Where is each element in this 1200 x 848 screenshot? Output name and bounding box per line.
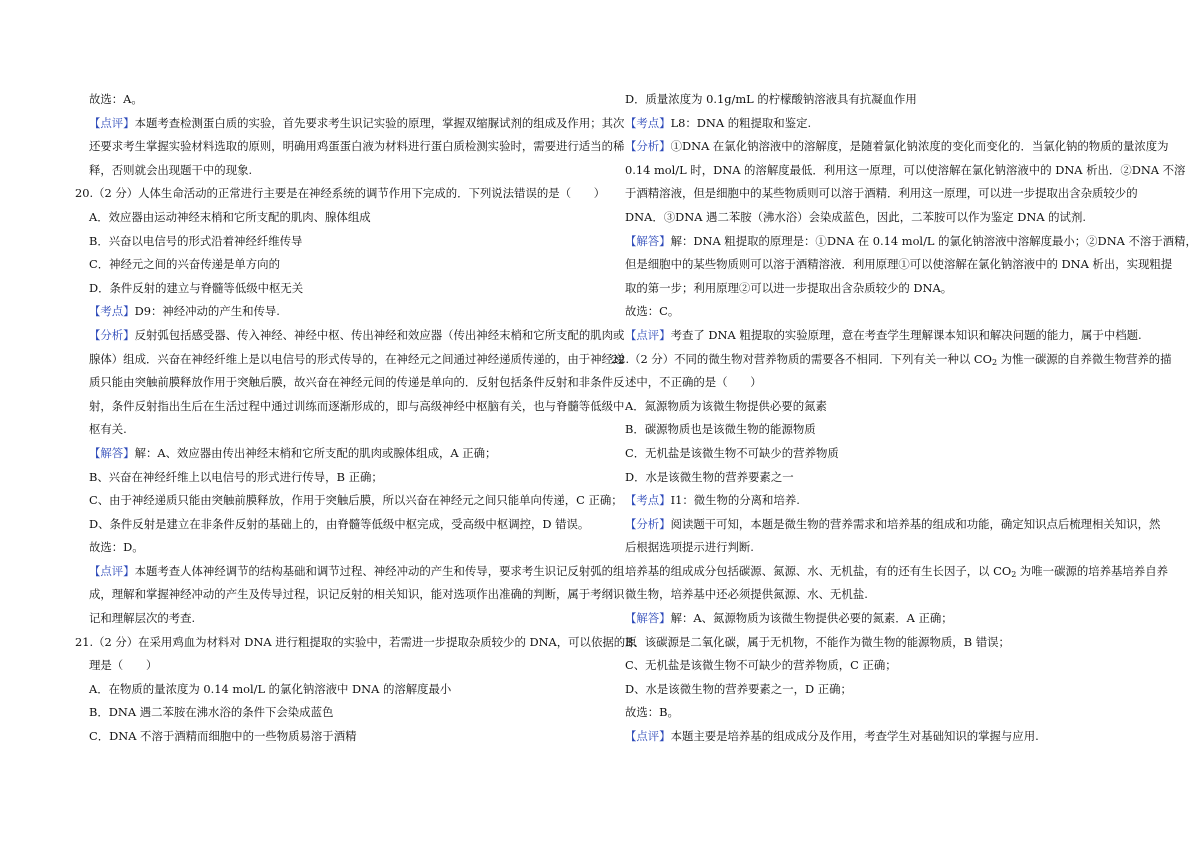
section-tag: 【分析】	[89, 327, 135, 342]
section-tag: 【分析】	[625, 139, 671, 154]
section-tag: 【点评】	[625, 327, 671, 342]
text-line	[611, 324, 1142, 348]
text-line	[75, 725, 595, 749]
line-text-continued: 为惟一碳源的自养微生物营养的描	[997, 351, 1172, 366]
text-line	[611, 348, 1172, 372]
section-tag: 【考点】	[625, 493, 671, 508]
text-line	[75, 583, 625, 607]
section-tag: 【分析】	[625, 516, 671, 531]
text-line	[75, 230, 595, 254]
section-tag: 【考点】	[89, 304, 135, 319]
line-text: 理是（ ）	[89, 658, 158, 673]
text-line	[75, 536, 595, 560]
line-text: 取的第一步；利用原理②可以进一步提取出含杂质较少的 DNA。	[625, 280, 953, 295]
line-text: 0.14 mol/L 时，DNA 的溶解度最低．利用这一原理，可以使溶解在氯化钠溶液中的 DNA 析出．②DNA 不溶	[625, 162, 1186, 177]
line-text: I1：微生物的分离和培养.	[670, 493, 800, 508]
line-text: C．DNA 不溶于酒精而细胞中的一些物质易溶于酒精	[89, 729, 357, 744]
line-text: 故选：D。	[89, 540, 144, 555]
text-line	[75, 88, 595, 112]
text-line	[611, 182, 1138, 206]
right-column	[611, 88, 1197, 749]
text-line	[75, 371, 625, 395]
text-line	[611, 654, 1131, 678]
line-text: B．碳源物质也是该微生物的能源物质	[625, 422, 816, 437]
line-text: A．效应器由运动神经末梢和它所支配的肌肉、腺体组成	[89, 209, 371, 224]
text-line	[611, 489, 1131, 513]
line-text: 还要求考生掌握实验材料选取的原则，明确用鸡蛋蛋白液为材料进行蛋白质检测实验时，需要进行适当的稀	[89, 139, 625, 154]
text-line	[611, 135, 1169, 159]
line-text: 质只能由突触前膜释放作用于突触后膜，故兴奋在神经元间的传递是单向的．反射包括条件反射和非条件反	[89, 375, 625, 390]
line-text: 本题主要是培养基的组成成分及作用，考查学生对基础知识的掌握与应用.	[670, 729, 1039, 744]
text-line	[75, 678, 595, 702]
text-line	[75, 182, 606, 206]
text-line	[611, 701, 1131, 725]
line-text: 于酒精溶液，但是细胞中的某些物质则可以溶于酒精．利用这一原理，可以进一步提取出含杂质较少的	[625, 186, 1138, 201]
text-line	[75, 442, 595, 466]
line-text: 射，条件反射指出生后在生活过程中通过训练而逐渐形成的，即与高级神经中枢脑有关，也与脊髓等低级中	[89, 398, 625, 413]
line-text: 本题考查人体神经调节的结构基础和调节过程、神经冲动的产生和传导，要求考生识记反射弧的组	[134, 563, 625, 578]
section-tag: 【点评】	[89, 115, 135, 130]
line-text: D．条件反射的建立与脊髓等低级中枢无关	[89, 280, 304, 295]
text-line	[75, 607, 595, 631]
text-line	[75, 112, 625, 136]
text-line	[611, 159, 1186, 183]
text-line	[75, 395, 625, 419]
line-text: 释，否则就会出现题干中的现象.	[89, 162, 253, 177]
line-text: ①DNA 在氯化钠溶液中的溶解度，是随着氯化钠浓度的变化而变化的．当氯化钠的物质的量浓度为	[670, 139, 1169, 154]
text-line	[611, 230, 1197, 254]
line-text: 本题考查检测蛋白质的实验，首先要求考生识记实验的原理，掌握双缩脲试剂的组成及作用；其次	[134, 115, 625, 130]
line-text: 微生物，培养基中还必须提供氮源、水、无机盐.	[625, 587, 868, 602]
line-text: 22.（2 分）不同的微生物对营养物质的需要各不相同．下列有关一种以 CO	[611, 351, 992, 366]
line-text: D、条件反射是建立在非条件反射的基础上的，由脊髓等低级中枢完成，受高级中枢调控，D 错误。	[89, 516, 590, 531]
line-text: 故选：A。	[89, 92, 143, 106]
text-line	[75, 159, 595, 183]
line-text: D．水是该微生物的营养要素之一	[625, 469, 794, 484]
line-text: 故选：C。	[625, 304, 680, 319]
line-text: C、无机盐是该微生物不可缺少的营养物质，C 正确；	[625, 658, 897, 673]
line-text: 腺体）组成．兴奋在神经纤维上是以电信号的形式传导的，在神经元之间通过神经递质传递的，由于神经递	[89, 351, 625, 366]
line-text: B、兴奋在神经纤维上以电信号的形式进行传导，B 正确；	[89, 469, 383, 484]
line-text: D．质量浓度为 0.1g/mL 的柠檬酸钠溶液具有抗凝血作用	[625, 92, 917, 106]
line-text: 述中，不正确的是（ ）	[625, 375, 762, 390]
text-line	[611, 371, 1131, 395]
line-text: 成，理解和掌握神经冲动的产生及传导过程，识记反射的相关知识，能对选项作出准确的判断，属于考纲识	[89, 587, 625, 602]
section-tag: 【点评】	[89, 563, 135, 578]
text-line	[611, 583, 1131, 607]
text-line	[611, 395, 1131, 419]
text-line	[75, 348, 625, 372]
section-tag: 【点评】	[625, 729, 671, 744]
text-line	[75, 277, 595, 301]
text-line	[75, 135, 625, 159]
line-text: B．兴奋以电信号的形式沿着神经纤维传导	[89, 233, 303, 248]
line-text: 但是细胞中的某些物质则可以溶于酒精溶液．利用原理①可以使溶解在氯化钠溶液中的 DNA 析出，实现粗提	[625, 257, 1173, 272]
section-tag: 【解答】	[625, 611, 671, 626]
line-text-continued: 为唯一碳源的培养基培养自养	[1016, 563, 1168, 578]
line-text: 记和理解层次的考查.	[89, 611, 196, 626]
line-text: C．神经元之间的兴奋传递是单方向的	[89, 257, 280, 272]
line-text: 解：A、氮源物质为该微生物提供必要的氮素．A 正确；	[670, 611, 953, 626]
text-line	[611, 418, 1131, 442]
line-text: A．在物质的量浓度为 0.14 mol/L 的氯化钠溶液中 DNA 的溶解度最小	[89, 681, 452, 696]
text-line	[611, 277, 1131, 301]
line-text: DNA．③DNA 遇二苯胺（沸水浴）会染成蓝色，因此，二苯胺可以作为鉴定 DNA 的试剂.	[625, 209, 1086, 224]
text-line	[75, 701, 595, 725]
text-line	[611, 88, 1131, 112]
line-text: 解：DNA 粗提取的原理是：①DNA 在 0.14 mol/L 的氯化钠溶液中溶解度最小；②DNA 不溶于酒精，	[670, 233, 1197, 248]
line-text: 考查了 DNA 粗提取的实验原理，意在考查学生理解课本知识和解决问题的能力，属于中档题.	[670, 327, 1142, 342]
text-line	[75, 253, 595, 277]
section-tag: 【考点】	[625, 115, 671, 130]
line-text: 后根据选项提示进行判断.	[625, 540, 754, 555]
text-line	[75, 418, 595, 442]
text-line	[75, 300, 595, 324]
text-line	[75, 560, 625, 584]
line-text: C．无机盐是该微生物不可缺少的营养物质	[625, 445, 839, 460]
text-line	[611, 607, 1131, 631]
line-text: 培养基的组成成分包括碳源、氮源、水、无机盐，有的还有生长因子，以 CO	[625, 563, 1012, 578]
text-line	[611, 206, 1131, 230]
line-text: 解：A、效应器由传出神经末梢和它所支配的肌肉或腺体组成，A 正确；	[134, 445, 497, 460]
text-line	[75, 654, 595, 678]
text-line	[611, 560, 1168, 584]
text-line	[611, 466, 1131, 490]
line-text: 故选：B。	[625, 705, 679, 720]
subscript: 2	[992, 357, 998, 367]
line-text: D、水是该微生物的营养要素之一，D 正确；	[625, 681, 852, 696]
text-line	[611, 253, 1173, 277]
text-line	[611, 536, 1131, 560]
text-line	[611, 513, 1161, 537]
text-line	[611, 631, 1131, 655]
line-text: B、该碳源是二氧化碳，属于无机物，不能作为微生物的能源物质，B 错误；	[625, 634, 1010, 649]
text-line	[75, 324, 625, 348]
line-text: C、由于神经递质只能由突触前膜释放，作用于突触后膜，所以兴奋在神经元之间只能单向传递，C 正确；	[89, 493, 623, 508]
text-line	[611, 725, 1131, 749]
line-text: 反射弧包括感受器、传入神经、神经中枢、传出神经和效应器（传出神经末梢和它所支配的肌肉或	[134, 327, 625, 342]
text-line	[75, 513, 595, 537]
line-text: 阅读题干可知，本题是微生物的营养需求和培养基的组成和功能，确定知识点后梳理相关知识，然	[670, 516, 1161, 531]
section-tag: 【解答】	[625, 233, 671, 248]
line-text: 20.（2 分）人体生命活动的正常进行主要是在神经系统的调节作用下完成的．下列说法错误的是（ ）	[75, 186, 606, 201]
line-text: L8：DNA 的粗提取和鉴定.	[670, 115, 812, 130]
text-line	[611, 112, 1131, 136]
text-line	[611, 442, 1131, 466]
text-line	[75, 489, 623, 513]
text-line	[75, 206, 595, 230]
text-line	[611, 678, 1131, 702]
line-text: 21.（2 分）在采用鸡血为材料对 DNA 进行粗提取的实验中，若需进一步提取杂质较少的 DNA，可以依据的原	[75, 634, 637, 649]
text-line	[75, 631, 637, 655]
section-tag: 【解答】	[89, 445, 135, 460]
subscript: 2	[1011, 569, 1017, 579]
text-line	[611, 300, 1131, 324]
text-line	[75, 466, 595, 490]
line-text: B．DNA 遇二苯胺在沸水浴的条件下会染成蓝色	[89, 705, 334, 720]
line-text: A．氮源物质为该微生物提供必要的氮素	[625, 398, 827, 413]
left-column	[75, 88, 637, 749]
line-text: D9：神经冲动的产生和传导.	[134, 304, 280, 319]
line-text: 枢有关.	[89, 422, 127, 437]
